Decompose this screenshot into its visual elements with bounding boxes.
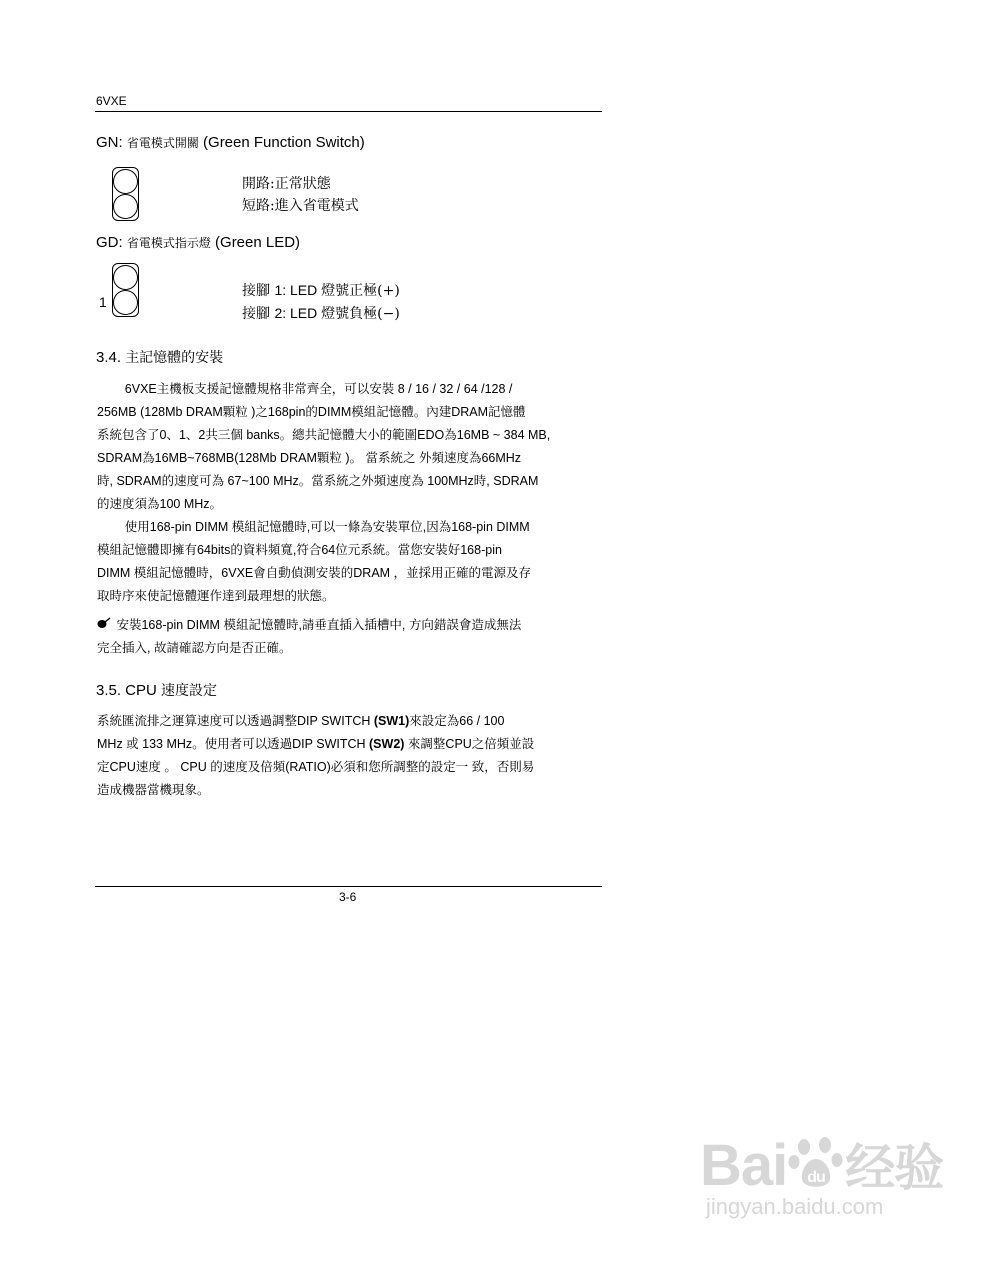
gd-pin1-led: 1: LED [274, 282, 322, 298]
body-line [97, 710, 601, 733]
gn-english-title: (Green Function Switch) [198, 134, 365, 151]
text-run: 系統匯流排之運算速度可以透過調整DIP SWITCH [97, 714, 374, 728]
gd-pin1-word: 接腳 [242, 283, 275, 299]
body-line: 6VXE主機板支援記憶體規格非常齊全，可以安裝 8 / 16 / 32 / 64 /128 / [97, 382, 513, 396]
text-run: MHz 或 133 MHz。使用者可以透過DIP SWITCH [97, 737, 370, 751]
gd-label [96, 234, 300, 251]
paw-logo-icon [787, 1133, 845, 1191]
body-line: 使用168-pin DIMM 模組記憶體時,可以一條為安裝單位,因為168-pin DIMM [97, 520, 530, 534]
footer-divider [95, 886, 602, 887]
section-3-5-body [97, 710, 601, 802]
body-line: 系統包含了0、1、2共三個 banks。總共記憶體大小的範圍EDO為16MB ~ 384 MB, [97, 428, 551, 442]
baidu-jingyan-watermark [700, 1128, 943, 1220]
watermark-du: du [807, 1169, 826, 1186]
section-3-5-number: 3.5. CPU [96, 682, 162, 699]
header-divider [95, 111, 602, 112]
gd-pin2-polarity: 燈號負極(−) [321, 306, 400, 322]
gn-short-description: 短路:進入省電模式 [242, 198, 359, 214]
gd-pin1-polarity: 燈號正極(+) [321, 283, 400, 299]
body-line: 時, SDRAM的速度可為 67~100 MHz。當系統之外頻速度為 100MHz時, SDRAM [97, 474, 539, 488]
body-line: 取時序來使記憶體運作達到最理想的狀態。 [97, 589, 335, 603]
gn-pin-2 [113, 194, 138, 219]
section-3-4-body [97, 378, 601, 608]
body-line: SDRAM為16MB~768MB(128Mb DRAM顆粒 )。 當系統之 外頻速度為66MHz [97, 451, 522, 465]
gd-pin2-led: 2: LED [274, 305, 322, 321]
body-line: 256MB (128Mb DRAM顆粒 )之168pin的DIMM模組記憶體。內建DRAM記憶體 [97, 405, 526, 419]
text-run: 來調整CPU之倍頻並設 [404, 737, 535, 751]
gn-pin-1 [113, 169, 138, 194]
gd-cjk-title: 省電模式指示燈 [126, 236, 211, 250]
section-3-5-title: 速度設定 [161, 683, 218, 699]
body-line: 模組記憶體即擁有64bits的資料頻寬,符合64位元系統。當您安裝好168-pin [97, 543, 502, 557]
gn-open-description: 開路:正常狀態 [242, 176, 331, 192]
gd-pin2-word: 接腳 [242, 306, 275, 322]
section-3-4-heading [96, 347, 223, 367]
sw2-label: (SW2) [369, 737, 405, 751]
body-line: 定CPU速度 。 CPU 的速度及倍頻(RATIO)必須和您所調整的設定一 致，否則易 [97, 760, 535, 774]
section-3-4-number: 3.4. [96, 349, 126, 366]
body-line: DIMM 模組記憶體時，6VXE會自動偵測安裝的DRAM ，並採用正確的電源及存 [97, 566, 532, 580]
gd-prefix: GD: [96, 234, 127, 251]
gd-led-connector-icon [112, 263, 139, 317]
section-3-4-title: 主記憶體的安裝 [125, 350, 224, 366]
installation-note [97, 614, 601, 660]
note-line: 完全插入, 故請確認方向是否正確。 [97, 641, 292, 655]
watermark-brand-left: Bai [700, 1133, 788, 1198]
section-3-5-heading [96, 680, 217, 700]
gd-english-title: (Green LED) [210, 234, 301, 251]
gd-pin-2 [113, 290, 138, 315]
gd-pin1-description [242, 280, 400, 300]
sw1-label: (SW1) [373, 714, 410, 728]
text-run: 來設定為66 / 100 [409, 714, 505, 728]
gn-label [96, 134, 365, 151]
gd-pin-1 [113, 265, 138, 290]
gd-pin2-description [242, 303, 400, 323]
body-line [97, 733, 601, 756]
document-header-title: 6VXE [96, 94, 127, 108]
gn-prefix: GN: [96, 134, 127, 151]
watermark-url: jingyan.baidu.com [706, 1194, 884, 1219]
page-number: 3-6 [339, 890, 357, 904]
pointing-hand-icon [97, 614, 111, 637]
watermark-cjk: 经验 [845, 1139, 944, 1197]
gn-jumper-icon [112, 167, 139, 221]
body-line: 的速度須為100 MHz。 [97, 497, 223, 511]
gn-cjk-title: 省電模式開關 [126, 136, 199, 150]
note-line: 安裝168-pin DIMM 模組記憶體時,請垂直插入插槽中, 方向錯誤會造成無法 [113, 618, 522, 632]
body-line: 造成機器當機現象。 [97, 783, 210, 797]
gd-pin-one-marker: 1 [99, 294, 107, 310]
